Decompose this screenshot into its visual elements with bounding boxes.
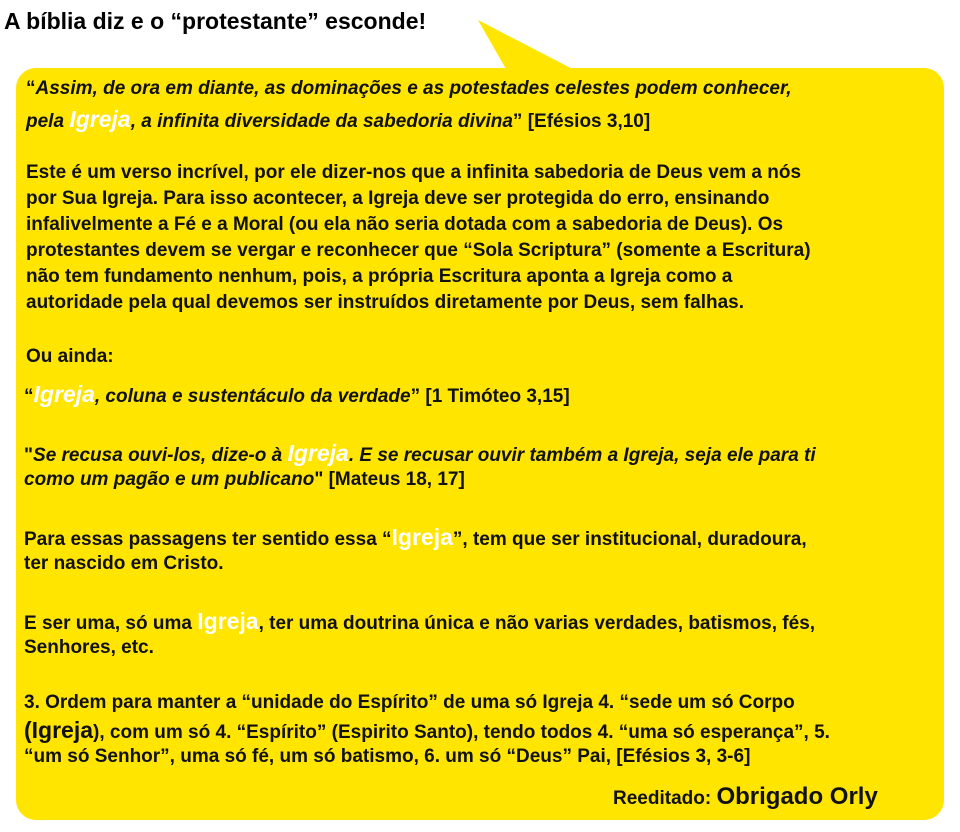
commentary-line: autoridade pela qual devemos ser instruídos diretamente por Deus, sem falhas. bbox=[26, 292, 744, 313]
highlight-igreja: Igreja bbox=[287, 440, 349, 466]
commentary-line: protestantes devem se vergar e reconhecer que “Sola Scriptura” (somente a Escritura) bbox=[26, 240, 811, 261]
highlight-igreja: Igreja bbox=[391, 524, 453, 550]
matthew-quote-line1: "Se recusa ouvi-los, dize-o à Igreja. E se recusar ouvir também a Igreja, seja ele para ti bbox=[24, 440, 816, 466]
matthew-quote-line2: como um pagão e um publicano" [Mateus 18, 17] bbox=[24, 469, 465, 490]
credit: Reeditado: Obrigado Orly bbox=[613, 783, 878, 810]
ephesians-quote-line1: “Assim, de ora em diante, as dominações e as potestades celestes podem conhecer, bbox=[26, 78, 792, 99]
passages-line1: Para essas passagens ter sentido essa “Igreja”, tem que ser institucional, duradoura, bbox=[24, 524, 807, 550]
highlight-igreja: Igreja bbox=[69, 106, 131, 132]
ephesians-unity-line1: 3. Ordem para manter a “unidade do Espírito” de uma só Igreja 4. “sede um só Corpo bbox=[24, 692, 795, 713]
commentary-line: infalivelmente a Fé e a Moral (ou ela não seria dotada com a sabedoria de Deus). Os bbox=[26, 214, 784, 235]
unity-line2: Senhores, etc. bbox=[24, 637, 154, 658]
ou-ainda-label: Ou ainda: bbox=[26, 346, 114, 367]
ephesians-unity-line3: “um só Senhor”, uma só fé, um só batismo, 6. um só “Deus” Pai, [Efésios 3, 3-6] bbox=[24, 746, 751, 767]
ephesians-quote-line2: pela Igreja, a infinita diversidade da sabedoria divina” [Efésios 3,10] bbox=[26, 106, 651, 132]
timothy-quote: “Igreja, coluna e sustentáculo da verdade” [1 Timóteo 3,15] bbox=[24, 381, 570, 407]
highlight-igreja: Igreja bbox=[197, 608, 259, 634]
highlight-igreja: Igreja bbox=[33, 381, 95, 407]
passages-line2: ter nascido em Cristo. bbox=[24, 553, 224, 574]
unity-line1: E ser uma, só uma Igreja, ter uma doutrina única e não varias verdades, batismos, fés, bbox=[24, 608, 816, 634]
page-title: A bíblia diz e o “protestante” esconde! bbox=[4, 8, 427, 34]
credit-name: Obrigado Orly bbox=[716, 783, 878, 810]
commentary-line: não tem fundamento nenhum, pois, a própria Escritura aponta a Igreja como a bbox=[26, 266, 733, 287]
commentary-line: por Sua Igreja. Para isso acontecer, a Igreja deve ser protegida do erro, ensinando bbox=[26, 188, 770, 209]
commentary-line: Este é um verso incrível, por ele dizer-nos que a infinita sabedoria de Deus vem a nós bbox=[26, 162, 802, 183]
ephesians-unity-line2: (Igreja), com um só 4. “Espírito” (Espirito Santo), tendo todos 4. “uma só esperança”, 5. bbox=[24, 717, 830, 743]
